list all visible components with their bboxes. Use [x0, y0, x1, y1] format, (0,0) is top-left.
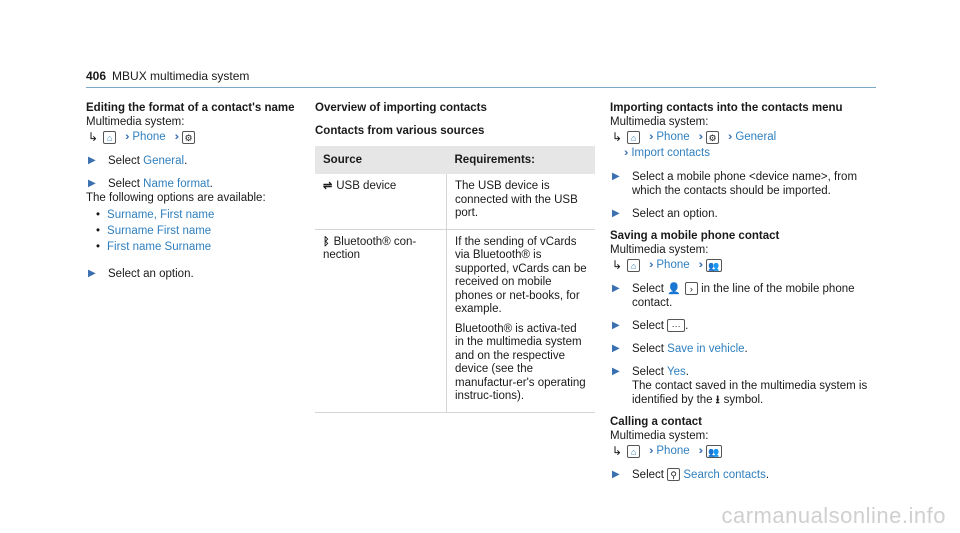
- menu-path: [610, 129, 878, 145]
- settings-icon[interactable]: ⚙: [182, 131, 195, 144]
- sources-table: [315, 146, 595, 413]
- table-cell: [315, 229, 447, 412]
- table-row: [315, 229, 595, 412]
- instruction-step: [610, 207, 878, 221]
- instruction-step: [610, 468, 878, 482]
- step-text: .: [685, 320, 689, 332]
- column-edit-name-format: [86, 101, 301, 281]
- system-label: Multimedia system:: [610, 116, 709, 128]
- menu-path: [610, 443, 878, 459]
- options-intro: The following options are available:: [86, 192, 266, 204]
- table-cell: The USB device is connected with the USB port.: [447, 174, 596, 229]
- chevron-icon: ››: [727, 131, 730, 143]
- home-icon[interactable]: ⌂: [627, 131, 640, 144]
- step-text: .: [184, 155, 188, 167]
- system-label: Multimedia system:: [610, 244, 709, 256]
- system-label: Multimedia system:: [610, 430, 709, 442]
- step-arrow-icon: ▶: [88, 155, 96, 166]
- step-arrow-icon: ▶: [612, 283, 620, 294]
- instruction-step: [86, 267, 301, 281]
- chevron-right-icon[interactable]: ›: [685, 282, 698, 295]
- step-text: in the line of the mobile phone contact.: [632, 283, 855, 309]
- instruction-step: [610, 170, 878, 198]
- path-arrow-icon: ↳: [612, 258, 623, 272]
- step-text: .: [685, 366, 689, 378]
- step-text: Select: [632, 366, 664, 378]
- settings-icon[interactable]: ⚙: [706, 131, 719, 144]
- person-icon[interactable]: 👤: [667, 283, 681, 295]
- step-arrow-icon: ▶: [612, 366, 620, 377]
- table-row: [315, 174, 595, 229]
- home-icon[interactable]: ⌂: [103, 131, 116, 144]
- path-arrow-icon: ↳: [612, 130, 623, 144]
- section-heading: Editing the format of a contact's name: [86, 102, 295, 114]
- column-contacts-menu: [610, 101, 878, 482]
- step-text: Select a mobile phone <device name>, from which the contacts should be imported.: [632, 171, 858, 197]
- menu-path: [610, 257, 878, 273]
- step-text: Select: [108, 178, 140, 190]
- page-header: [86, 69, 249, 83]
- home-icon[interactable]: ⌂: [627, 445, 640, 458]
- step-arrow-icon: ▶: [612, 469, 620, 480]
- system-label: Multimedia system:: [86, 116, 185, 128]
- chevron-icon: ››: [698, 445, 700, 457]
- step-text: Select: [108, 155, 140, 167]
- cell-text: If the sending of vCards via Bluetooth® is supported, vCards can be received on mobile phones or net-books, for example.: [455, 235, 587, 315]
- chevron-icon: ››: [649, 259, 651, 271]
- list-item[interactable]: • Surname First name: [86, 223, 301, 239]
- step-note: The contact saved in the multimedia system is identified by the: [632, 380, 868, 406]
- more-icon[interactable]: ···: [667, 319, 685, 332]
- table-cell: [315, 174, 447, 229]
- step-arrow-icon: ▶: [88, 268, 96, 279]
- list-item[interactable]: • First name Surname: [86, 239, 301, 255]
- chevron-icon: ››: [624, 147, 626, 159]
- link-yes[interactable]: Yes: [666, 366, 686, 378]
- step-arrow-icon: ▶: [612, 343, 620, 354]
- path-arrow-icon: ↳: [88, 130, 99, 144]
- step-text: Select an option.: [632, 208, 718, 220]
- chevron-icon: ››: [698, 259, 700, 271]
- step-text: Select an option.: [108, 268, 194, 280]
- contacts-icon[interactable]: 👥: [706, 259, 722, 272]
- chevron-icon: ››: [174, 131, 176, 143]
- instruction-step: [610, 319, 878, 333]
- path-phone[interactable]: Phone: [656, 445, 690, 457]
- step-text: Select: [632, 343, 664, 355]
- home-icon[interactable]: ⌂: [627, 259, 640, 272]
- instruction-step: [610, 342, 878, 356]
- table-cell: [447, 229, 596, 412]
- section-heading: Overview of importing contacts: [315, 102, 487, 114]
- table-header: Requirements:: [447, 146, 596, 174]
- menu-path-continued: [610, 145, 878, 161]
- instruction-step: [86, 154, 301, 168]
- menu-path: [86, 129, 301, 145]
- chevron-icon: ››: [698, 131, 700, 143]
- step-arrow-icon: ▶: [612, 171, 620, 182]
- path-import-contacts[interactable]: Import contacts: [631, 147, 710, 159]
- link-search-contacts[interactable]: Search contacts: [683, 469, 766, 481]
- cell-text: Bluetooth® con-nection: [323, 235, 417, 261]
- path-phone[interactable]: Phone: [132, 131, 166, 143]
- step-text: Select: [632, 283, 664, 295]
- cell-text: USB device: [336, 180, 397, 192]
- step-text: Select: [632, 469, 664, 481]
- page-number: 406: [86, 69, 107, 83]
- link-name-format[interactable]: Name format: [143, 178, 210, 190]
- section-heading: Importing contacts into the contacts menu: [610, 102, 843, 114]
- step-text: Select: [632, 320, 664, 332]
- page-title: MBUX multimedia system: [112, 69, 250, 83]
- column-import-overview: [315, 101, 595, 413]
- path-general[interactable]: General: [735, 131, 777, 143]
- step-arrow-icon: ▶: [612, 320, 620, 331]
- chevron-icon: ››: [649, 131, 651, 143]
- usb-icon: ⇌: [323, 180, 333, 192]
- bluetooth-icon: ᛒ: [323, 235, 330, 248]
- table-header: Source: [315, 146, 447, 174]
- step-arrow-icon: ▶: [612, 208, 620, 219]
- step-text: .: [765, 469, 770, 481]
- cell-text: Bluetooth® is activa-ted in the multimedia system and on the respective device (see the manufactur-er's operating instruc-tions).: [455, 322, 586, 402]
- link-save-in-vehicle[interactable]: Save in vehicle: [667, 343, 745, 355]
- chevron-icon: ››: [649, 445, 651, 457]
- instruction-step: [610, 365, 878, 407]
- header-divider: [86, 87, 876, 88]
- contacts-icon[interactable]: 👥: [706, 445, 722, 458]
- instruction-step: [86, 177, 301, 191]
- search-icon[interactable]: ⚲: [667, 468, 680, 481]
- path-arrow-icon: ↳: [612, 444, 623, 458]
- table-header-row: [315, 146, 595, 174]
- chevron-icon: ››: [125, 131, 127, 143]
- section-subheading: Contacts from various sources: [315, 125, 485, 137]
- step-arrow-icon: ▶: [88, 178, 96, 189]
- list-item[interactable]: • Surname, First name: [86, 207, 301, 223]
- step-note: symbol.: [723, 394, 764, 406]
- section-heading: Calling a contact: [610, 416, 703, 428]
- path-phone[interactable]: Phone: [656, 131, 690, 143]
- instruction-step: [610, 282, 878, 310]
- path-phone[interactable]: Phone: [656, 259, 690, 271]
- step-text: .: [744, 343, 748, 355]
- save-icon: ⭳: [715, 394, 720, 406]
- watermark: carmanualsonline.info: [721, 503, 946, 528]
- link-general[interactable]: General: [143, 155, 185, 167]
- step-text: .: [209, 178, 213, 190]
- options-list: [86, 207, 301, 255]
- section-heading: Saving a mobile phone contact: [610, 230, 780, 242]
